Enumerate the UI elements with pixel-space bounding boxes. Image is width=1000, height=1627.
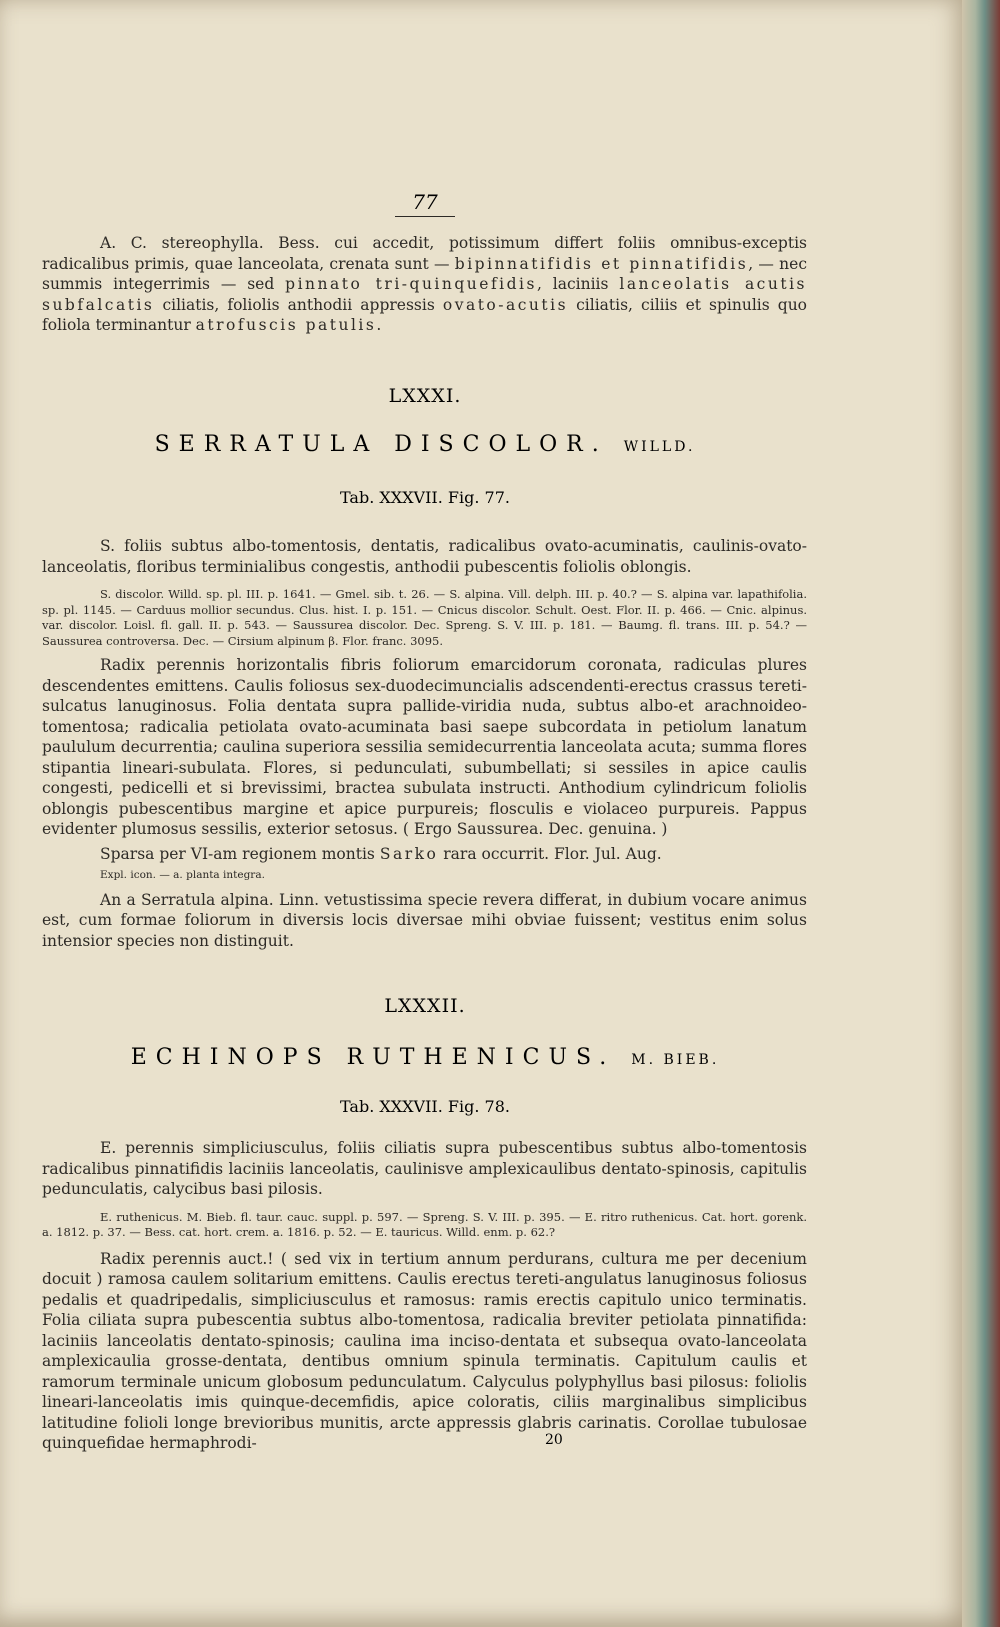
section-number: LXXXI. bbox=[388, 385, 462, 407]
habitat: Sparsa per VI-am regionem montis Sarko rara occurrit. Flor. Jul. Aug. bbox=[100, 844, 662, 863]
description: Radix perennis auct.! ( sed vix in tertium annum perdurans, cultura me per decenium docuit ) ramosa caulem solitarium emittens. Caulis erectus tereti-angulatus lanuginosus foliosus pedalis et quadripedalis, simpliciusculus et ramosus: ramis erectis capitulo unico terminatis. Folia ciliata supra pubescentia subtus albo-tomentosa, radicalia breviter petiolata pinnatifida: laciniis lanceolatis dentato-spinosis; caulina ima inciso-dentata et subsequa ovato-lanceolata amplexicaulia grosse-dentata, dentibus omnium spinula terminatis. Capitulum caulis et ramorum terminale unicum globosum pedunculatum. Calyculus polyphyllus basi pilosus: foliolis lineari-lanceolatis imis quinque-decemfidis, apice coloratis, ciliis marginalibus simplicibus latitudine folioli longe brevioribus munitis, arcte appressis glabris carinatis. Corollae tubulosae quinquefidae hermaphrodi- bbox=[42, 1249, 807, 1452]
plate-reference: Tab. XXXVII. Fig. 77. bbox=[340, 488, 510, 507]
synonyms: S. discolor. Willd. sp. pl. III. p. 1641. — Gmel. sib. t. 26. — S. alpina. Vill. delph. III. p. 40.? — S. alpina var. lapathifolia. sp. pl. 1145. — Carduus mollior secundus. Clus. hist. I. p. 151. — Cnicus discolor. Schult. Oest. Flor. II. p. 466. — Cnic. alpinus. var. discolor. Loisl. fl. gall. II. p. 543. — Saussurea discolor. Dec. Spreng. S. V. III. p. 181. — Baumg. fl. trans. III. p. 54.? — Saussurea controversa. Dec. — Cirsium alpinum β. Flor. franc. 3095. bbox=[42, 587, 807, 648]
section-body bbox=[42, 536, 807, 951]
page-number: 77 bbox=[395, 190, 455, 217]
section-title: SERRATULA DISCOLOR. WILLD. bbox=[154, 432, 696, 457]
synonyms: E. ruthenicus. M. Bieb. fl. taur. cauc. suppl. p. 597. — Spreng. S. V. III. p. 395. — E. ritro ruthenicus. Cat. hort. gorenk. a. 1812. p. 37. — Bess. cat. hort. crem. a. 1816. p. 52. — E. tauricus. Willd. enm. p. 62.? bbox=[42, 1209, 807, 1239]
top-paragraph bbox=[42, 233, 807, 336]
diagnosis: E. perennis simpliciusculus, foliis ciliatis supra pubescentibus subtus albo-tomentosis radicalibus pinnatifidis laciniis lanceolatis, caulinisve amplexicaulibus dentato-spinosis, capitulis pedunculatis, calycibus basi pilosis. bbox=[42, 1139, 807, 1198]
plate-reference: Tab. XXXVII. Fig. 78. bbox=[340, 1097, 510, 1116]
intro-text: A. C. stereophylla. Bess. cui accedit, potissimum differt foliis omnibus-exceptis radicalibus primis, quae lanceolata, crenata sunt — bipinnatifidis et pinnatifidis, — nec summis integerrimis — sed pinnato tri-quinquefidis, laciniis lanceolatis acutis subfalcatis ciliatis, foliolis anthodii appressis ovato-acutis ciliatis, ciliis et spinulis quo foliola terminantur atrofuscis patulis. bbox=[42, 234, 808, 334]
section-number: LXXXII. bbox=[384, 995, 466, 1017]
figure-explanation: Expl. icon. — a. planta integra. bbox=[100, 869, 265, 881]
page-edge bbox=[962, 0, 1000, 1627]
section-body bbox=[42, 1138, 807, 1454]
section-title: ECHINOPS RUTHENICUS. M. BIEB. bbox=[130, 1045, 720, 1070]
signature-mark: 20 bbox=[545, 1432, 563, 1448]
diagnosis: S. foliis subtus albo-tomentosis, dentatis, radicalibus ovato-acuminatis, caulinis-ovato-lanceolatis, floribus terminialibus congestis, anthodii pubescentis foliolis oblongis. bbox=[42, 537, 807, 576]
description: Radix perennis horizontalis fibris foliorum emarcidorum coronata, radiculas plures descendentes emittens. Caulis foliosus sex-duodecimuncialis adscendenti-erectus crassus tereti-sulcatus lanuginosus. Folia dentata supra pallide-viridia nuda, subtus albo-et arachnoideo-tomentosa; radicalia petiolata ovato-acuminata basi saepe subcordata in petiolum lanatum paululum decurrentia; caulina superiora sessilia semidecurrentia lanceolata acuta; summa flores stipantia lineari-subulata. Flores, si pedunculati, subumbellati; si sessiles in apice caulis congesti, pedicelli et si brevissimi, bractea subulata instructi. Anthodium cylindricum foliolis oblongis pubescentibus margine et apice purpureis; flosculis e violaceo purpureis. Pappus evidenter plumosus sessilis, exterior setosus. ( Ergo Saussurea. Dec. genuina. ) bbox=[42, 656, 807, 838]
remark: An a Serratula alpina. Linn. vetustissima specie revera differat, in dubium vocare animus est, cum formae foliorum in diversis locis diversae mihi obviae fuissent; vestitus enim solus intensior species non distinguit. bbox=[42, 890, 807, 950]
